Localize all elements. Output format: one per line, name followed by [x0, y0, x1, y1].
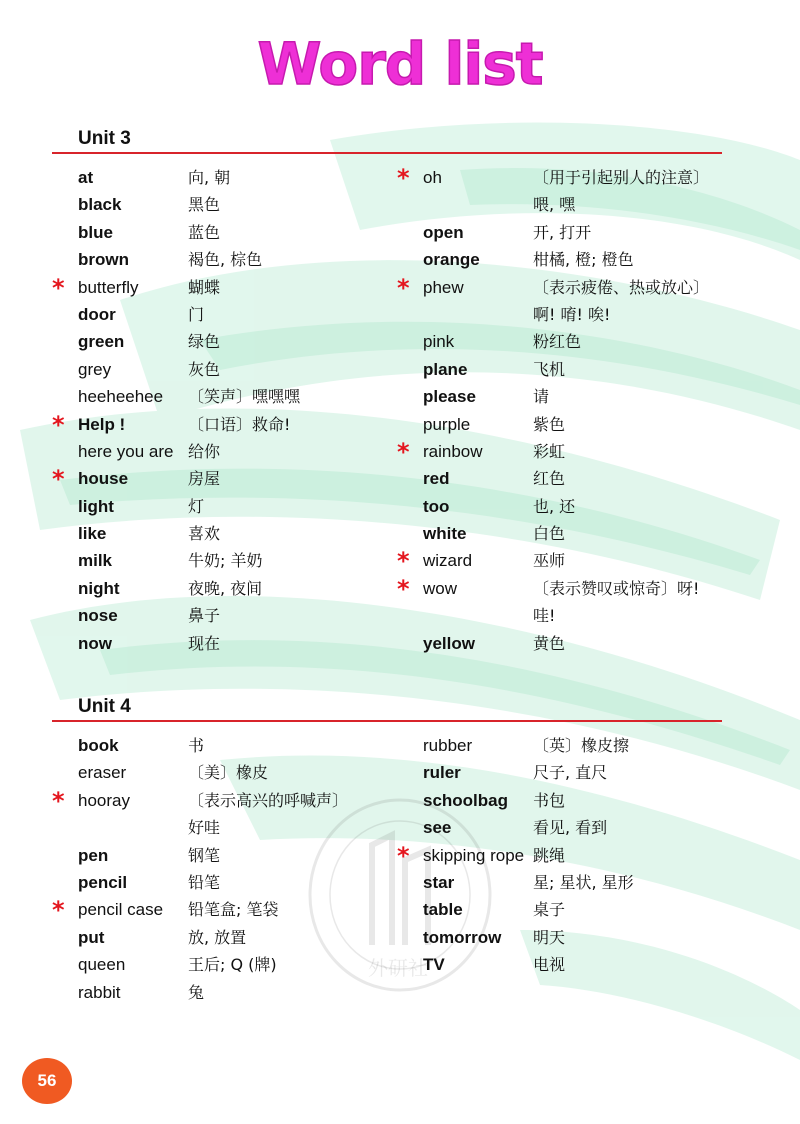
word-entry [78, 979, 368, 1006]
word-entry [423, 924, 723, 951]
word-entry [78, 219, 368, 246]
chinese-meaning: 哇! [533, 606, 556, 626]
word-entry [78, 493, 368, 520]
word-entry [78, 246, 368, 273]
english-word: pencil [78, 872, 128, 892]
word-entry [78, 383, 368, 410]
word-entry [78, 951, 368, 978]
asterisk-icon: * [52, 896, 65, 925]
chinese-meaning: 钢笔 [188, 845, 221, 865]
english-word: purple [423, 414, 471, 434]
word-column-left [52, 732, 368, 1006]
chinese-meaning: 王后; Q (牌) [188, 955, 277, 975]
word-entry [52, 465, 368, 494]
english-word: black [78, 195, 122, 215]
word-entry [423, 732, 723, 759]
english-word: rabbit [78, 982, 121, 1002]
chinese-meaning: 〔用于引起别人的注意〕 [533, 168, 710, 187]
chinese-meaning: 巫师 [533, 551, 566, 571]
section-rule [52, 152, 722, 154]
chinese-meaning: 飞机 [533, 359, 566, 379]
chinese-meaning: 看见, 看到 [533, 818, 608, 838]
word-entry [78, 759, 368, 786]
english-word: queen [78, 955, 126, 975]
word-entry [423, 951, 723, 978]
chinese-meaning: 尺子, 直尺 [533, 763, 608, 783]
word-column-left [52, 164, 368, 657]
word-entry [423, 465, 723, 492]
word-entry [423, 191, 723, 218]
word-entry [78, 630, 368, 657]
chinese-meaning: 兔 [188, 982, 205, 1002]
chinese-meaning: 明天 [533, 927, 566, 947]
word-entry [423, 301, 723, 328]
word-entry [423, 383, 723, 410]
english-word: pen [78, 845, 109, 865]
english-word: door [78, 304, 116, 324]
english-word: yellow [423, 633, 475, 653]
chinese-meaning: 铅笔盒; 笔袋 [188, 900, 279, 920]
chinese-meaning: 绿色 [188, 332, 221, 352]
word-entry [78, 602, 368, 629]
english-word: hooray [78, 790, 130, 810]
section-rule [52, 720, 722, 722]
word-entry [78, 191, 368, 218]
english-word: milk [78, 551, 113, 571]
chinese-meaning: 星; 星状, 星形 [533, 872, 634, 892]
word-entry [78, 164, 368, 191]
chinese-meaning: 桌子 [533, 900, 566, 920]
english-word: book [78, 736, 119, 755]
chinese-meaning: 好哇 [188, 818, 221, 838]
chinese-meaning: 门 [188, 304, 205, 324]
chinese-meaning: 铅笔 [188, 872, 221, 892]
word-entry [423, 759, 723, 786]
chinese-meaning: 跳绳 [533, 845, 566, 865]
english-word: oh [423, 168, 442, 187]
asterisk-icon: * [397, 547, 410, 576]
word-entry [397, 841, 723, 870]
chinese-meaning: 〔表示疲倦、热或放心〕 [533, 277, 710, 297]
word-entry [52, 410, 368, 439]
word-entry [78, 301, 368, 328]
word-entry [78, 842, 368, 869]
word-entry [397, 547, 723, 576]
asterisk-icon: * [397, 437, 410, 466]
chinese-meaning: 〔英〕橡皮擦 [533, 736, 630, 755]
word-entry [78, 924, 368, 951]
asterisk-icon: * [52, 410, 65, 439]
asterisk-icon: * [52, 273, 65, 302]
english-word: TV [423, 955, 445, 975]
word-entry [78, 732, 368, 759]
chinese-meaning: 书包 [533, 790, 566, 810]
chinese-meaning: 〔表示赞叹或惊奇〕呀! [533, 578, 700, 598]
english-word: red [423, 469, 450, 489]
english-word: too [423, 496, 450, 516]
word-entry [423, 411, 723, 438]
word-column-right [397, 164, 723, 657]
asterisk-icon: * [397, 841, 410, 870]
english-word: pink [423, 332, 455, 352]
english-word: brown [78, 250, 129, 270]
english-word: please [423, 387, 476, 407]
english-word: green [78, 332, 125, 352]
chinese-meaning: 现在 [188, 633, 221, 653]
english-word: star [423, 872, 455, 892]
chinese-meaning: 喂, 嘿 [533, 195, 576, 215]
word-entry [52, 273, 368, 302]
chinese-meaning: 房屋 [188, 469, 221, 489]
chinese-meaning: 放, 放置 [188, 927, 247, 947]
word-entry [52, 896, 368, 925]
english-word: put [78, 927, 105, 947]
word-entry [78, 356, 368, 383]
english-word: ruler [423, 763, 461, 783]
chinese-meaning: 向, 朝 [188, 168, 231, 187]
chinese-meaning: 褐色, 棕色 [188, 250, 263, 270]
english-word: open [423, 222, 464, 242]
english-word: table [423, 900, 463, 920]
word-entry [423, 869, 723, 896]
chinese-meaning: 也, 还 [533, 496, 576, 516]
word-entry [78, 869, 368, 896]
chinese-meaning: 蓝色 [188, 222, 221, 242]
chinese-meaning: 喜欢 [188, 524, 221, 544]
english-word: butterfly [78, 277, 139, 297]
word-entry [78, 438, 368, 465]
english-word: rainbow [423, 441, 483, 461]
chinese-meaning: 夜晚, 夜间 [188, 578, 263, 598]
chinese-meaning: 灰色 [188, 359, 221, 379]
word-entry [423, 328, 723, 355]
chinese-meaning: 鼻子 [188, 606, 221, 626]
word-entry [78, 814, 368, 841]
asterisk-icon: * [397, 164, 410, 192]
watermark-text: 外研社 [368, 956, 428, 980]
word-entry [423, 219, 723, 246]
word-entry [423, 246, 723, 273]
word-entry [397, 273, 723, 302]
english-word: at [78, 168, 94, 187]
english-word: schoolbag [423, 790, 509, 810]
english-word: eraser [78, 763, 127, 783]
chinese-meaning: 紫色 [533, 414, 566, 434]
english-word: light [78, 496, 114, 516]
word-entry [423, 493, 723, 520]
english-word: tomorrow [423, 927, 502, 947]
word-entry [423, 520, 723, 547]
english-word: Help ! [78, 414, 126, 434]
english-word: phew [423, 277, 464, 297]
english-word: like [78, 524, 107, 544]
asterisk-icon: * [397, 273, 410, 302]
chinese-meaning: 彩虹 [533, 441, 566, 461]
english-word: here you are [78, 441, 174, 461]
asterisk-icon: * [52, 786, 65, 815]
word-entry [423, 356, 723, 383]
word-entry [397, 574, 723, 603]
unit-heading: Unit 3 [78, 128, 131, 149]
asterisk-icon: * [52, 465, 65, 494]
chinese-meaning: 开, 打开 [533, 222, 592, 242]
word-entry [78, 547, 368, 574]
unit-heading: Unit 4 [78, 696, 131, 717]
chinese-meaning: 白色 [533, 524, 566, 544]
word-entry [78, 328, 368, 355]
word-entry [397, 164, 723, 192]
english-word: see [423, 818, 452, 838]
page-title: Word list [257, 30, 543, 98]
english-word: house [78, 469, 129, 489]
chinese-meaning: 〔美〕橡皮 [188, 763, 269, 783]
chinese-meaning: 书 [188, 736, 205, 755]
word-entry [423, 814, 723, 841]
word-entry [78, 575, 368, 602]
english-word: now [78, 633, 112, 653]
chinese-meaning: 给你 [188, 441, 221, 461]
english-word: white [423, 524, 467, 544]
chinese-meaning: 〔笑声〕嘿嘿嘿 [188, 387, 301, 407]
chinese-meaning: 柑橘, 橙; 橙色 [533, 250, 634, 270]
chinese-meaning: 黑色 [188, 195, 221, 215]
chinese-meaning: 灯 [188, 496, 205, 516]
english-word: plane [423, 359, 468, 379]
asterisk-icon: * [397, 574, 410, 603]
chinese-meaning: 〔表示高兴的呼喊声〕 [188, 790, 349, 810]
english-word: night [78, 578, 120, 598]
english-word: rubber [423, 736, 473, 755]
word-entry [397, 437, 723, 466]
word-entry [423, 602, 723, 629]
chinese-meaning: 蝴蝶 [188, 277, 221, 297]
page-number-badge: 56 [22, 1058, 72, 1104]
english-word: wizard [423, 551, 473, 571]
chinese-meaning: 电视 [533, 955, 566, 975]
english-word: orange [423, 250, 480, 270]
english-word: skipping rope [423, 845, 525, 865]
word-entry [423, 787, 723, 814]
chinese-meaning: 粉红色 [533, 332, 582, 352]
chinese-meaning: 请 [533, 387, 550, 407]
english-word: blue [78, 222, 113, 242]
english-word: wow [423, 578, 458, 598]
chinese-meaning: 红色 [533, 469, 566, 489]
chinese-meaning: 〔口语〕救命! [188, 414, 291, 434]
chinese-meaning: 啊! 唷! 唉! [533, 304, 611, 324]
english-word: grey [78, 359, 112, 379]
english-word: heeheehee [78, 387, 164, 407]
english-word: pencil case [78, 900, 164, 920]
chinese-meaning: 黄色 [533, 633, 566, 653]
word-entry [52, 786, 368, 815]
chinese-meaning: 牛奶; 羊奶 [188, 551, 263, 571]
word-entry [423, 896, 723, 923]
english-word: nose [78, 606, 118, 626]
word-column-right [397, 732, 723, 979]
word-entry [423, 630, 723, 657]
word-entry [78, 520, 368, 547]
